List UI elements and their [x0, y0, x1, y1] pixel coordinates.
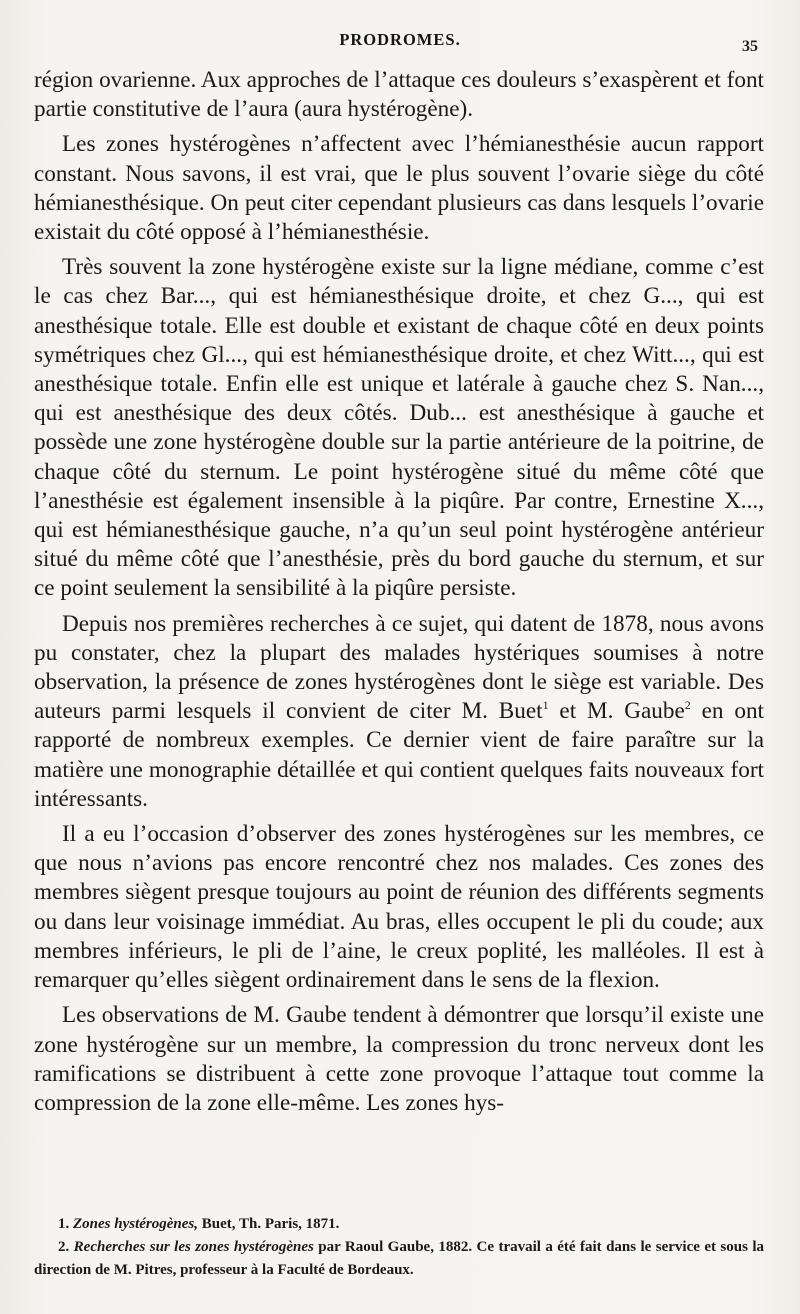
paragraph-text: Depuis nos premières recherches à ce sujet, qui datent de 1878, nous avons pu constater, chez la plupart des malades hystériques soumises à notre observation, la présence de zones hystérogènes dont le siège est variable. Des auteurs parmi lesquels il convient de citer M. Buet — [34, 610, 764, 725]
footnote-text: Buet, Th. Paris, 1871. — [198, 1216, 340, 1232]
paragraph-text: et M. Gaube — [548, 698, 685, 725]
paragraph-continuation: région ovarienne. Aux approches de l’attaque ces douleurs s’exaspèrent et font partie constitutive de l’aura (aura hystérogène). — [34, 67, 764, 123]
running-title: PRODROMES. — [339, 30, 461, 49]
paragraph-previous-research — [34, 610, 764, 814]
footnote-1 — [34, 1213, 764, 1236]
paragraph-gaube-observations: Les observations de M. Gaube tendent à démontrer que lorsqu’il existe une zone hystérogène sur un membre, la compression du tronc nerveux dont les ramifications se distribuent à cette zone provoque l’attaque tout comme la compression de la zone elle-même. Les zones hys- — [34, 1002, 764, 1116]
footnote-title: Recherches sur les zones hystérogènes — [73, 1239, 314, 1255]
paragraph-hysterogenic-zones-hemianesthesia: Les zones hystérogènes n’affectent avec l’hémianesthésie aucun rapport constant. Nous savons, il est vrai, que le plus souvent l’ovarie siège du côté hémianesthésique. On peut citer cependant plusieurs cas dans lesquels l’ovarie existait du côté opposé à l’hémianesthésie. — [34, 131, 764, 246]
body-text — [34, 66, 764, 1124]
paragraph-limb-zones: Il a eu l’occasion d’observer des zones hystérogènes sur les membres, ce que nous n’avions pas encore rencontré chez nos malades. Ces zones des membres siègent presque toujours au point de réunion des différents segments ou dans leur voisinage immédiat. Au bras, elles occupent le pli du coude; aux membres inférieurs, le pli de l’aine, le creux poplité, les malléoles. Il est à remarquer qu’elles siègent ordinairement dans le sens de la flexion. — [34, 821, 764, 994]
footnote-text: par Raoul Gaube, 1882. Ce travail a été fait dans le service et sous la direction de M. Pitres, professeur à la Faculté de Bordeaux. — [34, 1239, 764, 1278]
paragraph-median-line-cases: Très souvent la zone hystérogène existe sur la ligne médiane, comme c’est le cas chez Bar..., qui est hémianesthésique droite, et chez G..., qui est anesthésique totale. Elle est double et existant de chaque côté en deux points symétriques chez Gl..., qui est hémianesthésique droite, et chez Witt..., qui est anesthésique totale. Enfin elle est unique et latérale à gauche chez S. Nan..., qui est anesthésique des deux côtés. Dub... est anesthésique à gauche et possède une zone hystérogène double sur la partie antérieure de la poitrine, de chaque côté du sternum. Le point hystérogène situé du même côté que l’anesthésie est également insensible à la piqûre. Par contre, Ernestine X..., qui est hémianesthésique gauche, n’a qu’un seul point hystérogène antérieur situé du même côté que l’anesthésie, près du bord gauche du sternum, et sur ce point seulement la sensibilité à la piqûre persiste. — [34, 254, 764, 602]
footnote-ref-2: 2 — [684, 698, 691, 713]
footnote-2 — [34, 1236, 764, 1282]
page-number: 35 — [742, 38, 758, 55]
footnote-title: Zones hystérogènes, — [73, 1216, 198, 1232]
footnote-ref-1: 1 — [542, 698, 549, 713]
footnote-number: 1. — [58, 1216, 70, 1232]
footnote-number: 2. — [58, 1239, 70, 1255]
footnotes — [34, 1213, 764, 1282]
page-header — [0, 30, 800, 60]
paragraph-text: en ont rapporté de nombreux exemples. Ce dernier vient de faire paraître sur la matière une monographie détaillée et qui contient quelques faits nouveaux fort intéressants. — [34, 698, 764, 812]
